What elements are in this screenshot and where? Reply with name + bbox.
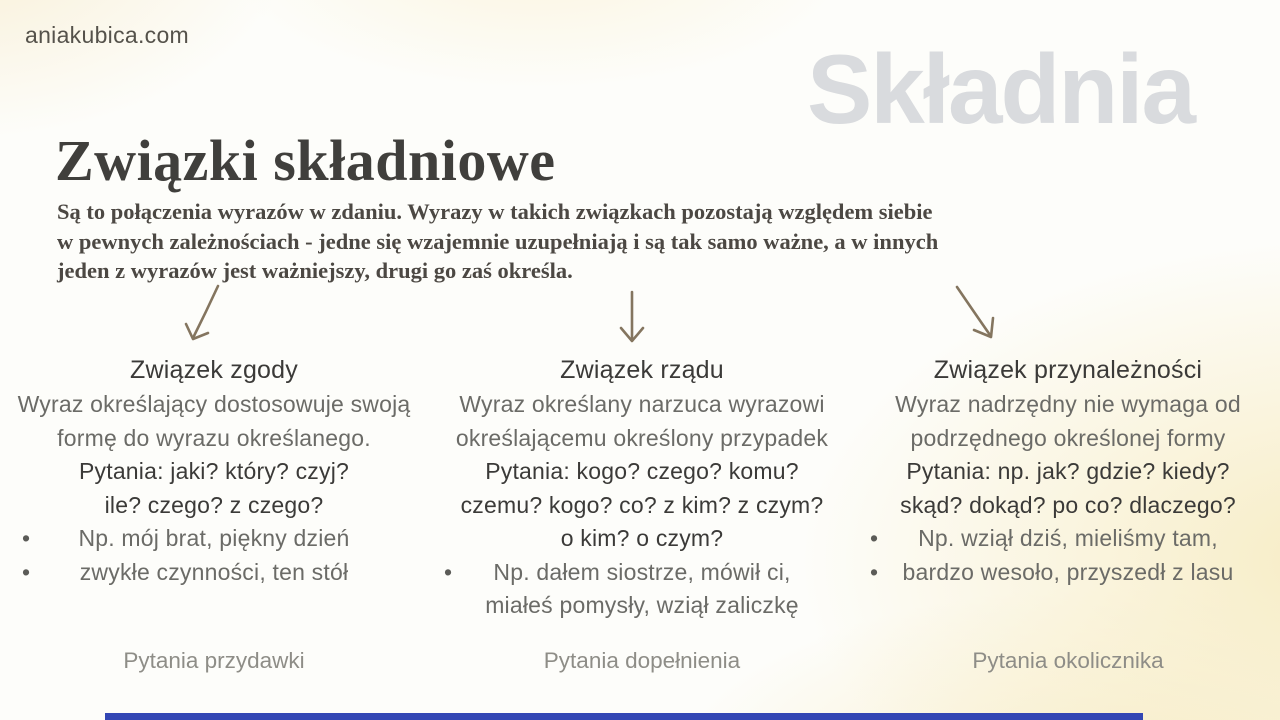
- footer-label: Pytania okolicznika: [972, 648, 1164, 673]
- bullet-dot: •: [22, 525, 31, 551]
- column-heading: Związek rządu: [560, 356, 724, 384]
- column-zwiazek-rzadu: [428, 352, 856, 623]
- intro-line: w pewnych zależnościach - jedne się wzajemnie uzupełniają i są tak samo ważne, a w innych: [57, 228, 939, 254]
- column-questions-line: ile? czego? z czego?: [104, 491, 324, 518]
- column-questions-line: Pytania: np. jak? gdzie? kiedy?: [906, 458, 1230, 484]
- column-heading: Związek przynależności: [933, 356, 1203, 384]
- example-item: [856, 556, 1280, 590]
- column-questions-line: czemu? kogo? co? z kim? z czym?: [460, 491, 824, 518]
- bullet-dot: •: [870, 525, 879, 551]
- column-zwiazek-przynaleznosci: [856, 352, 1280, 623]
- example-item: [428, 556, 856, 590]
- column-zwiazek-zgody: [0, 352, 428, 623]
- column-questions-line: skąd? dokąd? po co? dlaczego?: [900, 491, 1236, 518]
- background-watermark-word: Składnia: [806, 34, 1194, 144]
- column-description-line: Wyraz określający dostosowuje swoją: [17, 391, 411, 417]
- site-label: aniakubica.com: [25, 22, 190, 48]
- example-item: [0, 556, 428, 590]
- column-description-line: określającemu określony przypadek: [455, 424, 829, 451]
- page-title: Związki składniowe: [55, 127, 556, 193]
- bullet-dot: •: [870, 558, 879, 585]
- example-item: [0, 522, 428, 556]
- down-right-arrow-icon: [957, 287, 993, 337]
- bullet-dot: •: [22, 558, 31, 585]
- video-progress-bar[interactable]: [105, 713, 1143, 720]
- column-description-line: Wyraz określany narzuca wyrazowi: [459, 391, 825, 417]
- example-text: bardzo wesoło, przyszedł z lasu: [902, 558, 1234, 585]
- columns-row: [0, 352, 1280, 623]
- intro-line: jeden z wyrazów jest ważniejszy, drugi go zaś określa.: [57, 258, 573, 283]
- column-heading: Związek zgody: [130, 356, 298, 384]
- footer-labels-row: [0, 648, 1280, 674]
- down-arrow-icon: [621, 292, 643, 341]
- column-questions-line: Pytania: jaki? który? czyj?: [78, 458, 349, 484]
- example-text: miałeś pomysły, wziął zaliczkę: [485, 592, 799, 618]
- example-text: Np. wziął dziś, mieliśmy tam,: [918, 525, 1218, 551]
- example-text: Np. mój brat, piękny dzień: [78, 525, 350, 551]
- column-questions-line: o kim? o czym?: [560, 525, 724, 551]
- column-description-line: formę do wyrazu określanego.: [57, 424, 371, 451]
- down-left-arrow-icon: [186, 286, 218, 339]
- column-questions-line: Pytania: kogo? czego? komu?: [485, 458, 799, 484]
- footer-label: Pytania przydawki: [123, 648, 305, 673]
- column-description-line: podrzędnego określonej formy: [910, 424, 1226, 451]
- column-description-line: Wyraz nadrzędny nie wymaga od: [895, 391, 1241, 417]
- intro-paragraph: [57, 197, 1177, 286]
- footer-label: Pytania dopełnienia: [543, 648, 741, 673]
- bullet-dot: •: [444, 558, 453, 585]
- example-text: Np. dałem siostrze, mówił ci,: [493, 558, 791, 585]
- example-continuation: [428, 589, 856, 623]
- intro-line: Są to połączenia wyrazów w zdaniu. Wyrazy w takich związkach pozostają względem siebie: [57, 199, 933, 224]
- example-text: zwykłe czynności, ten stół: [79, 558, 349, 585]
- arrows-row: [0, 278, 1280, 350]
- example-item: [856, 522, 1280, 556]
